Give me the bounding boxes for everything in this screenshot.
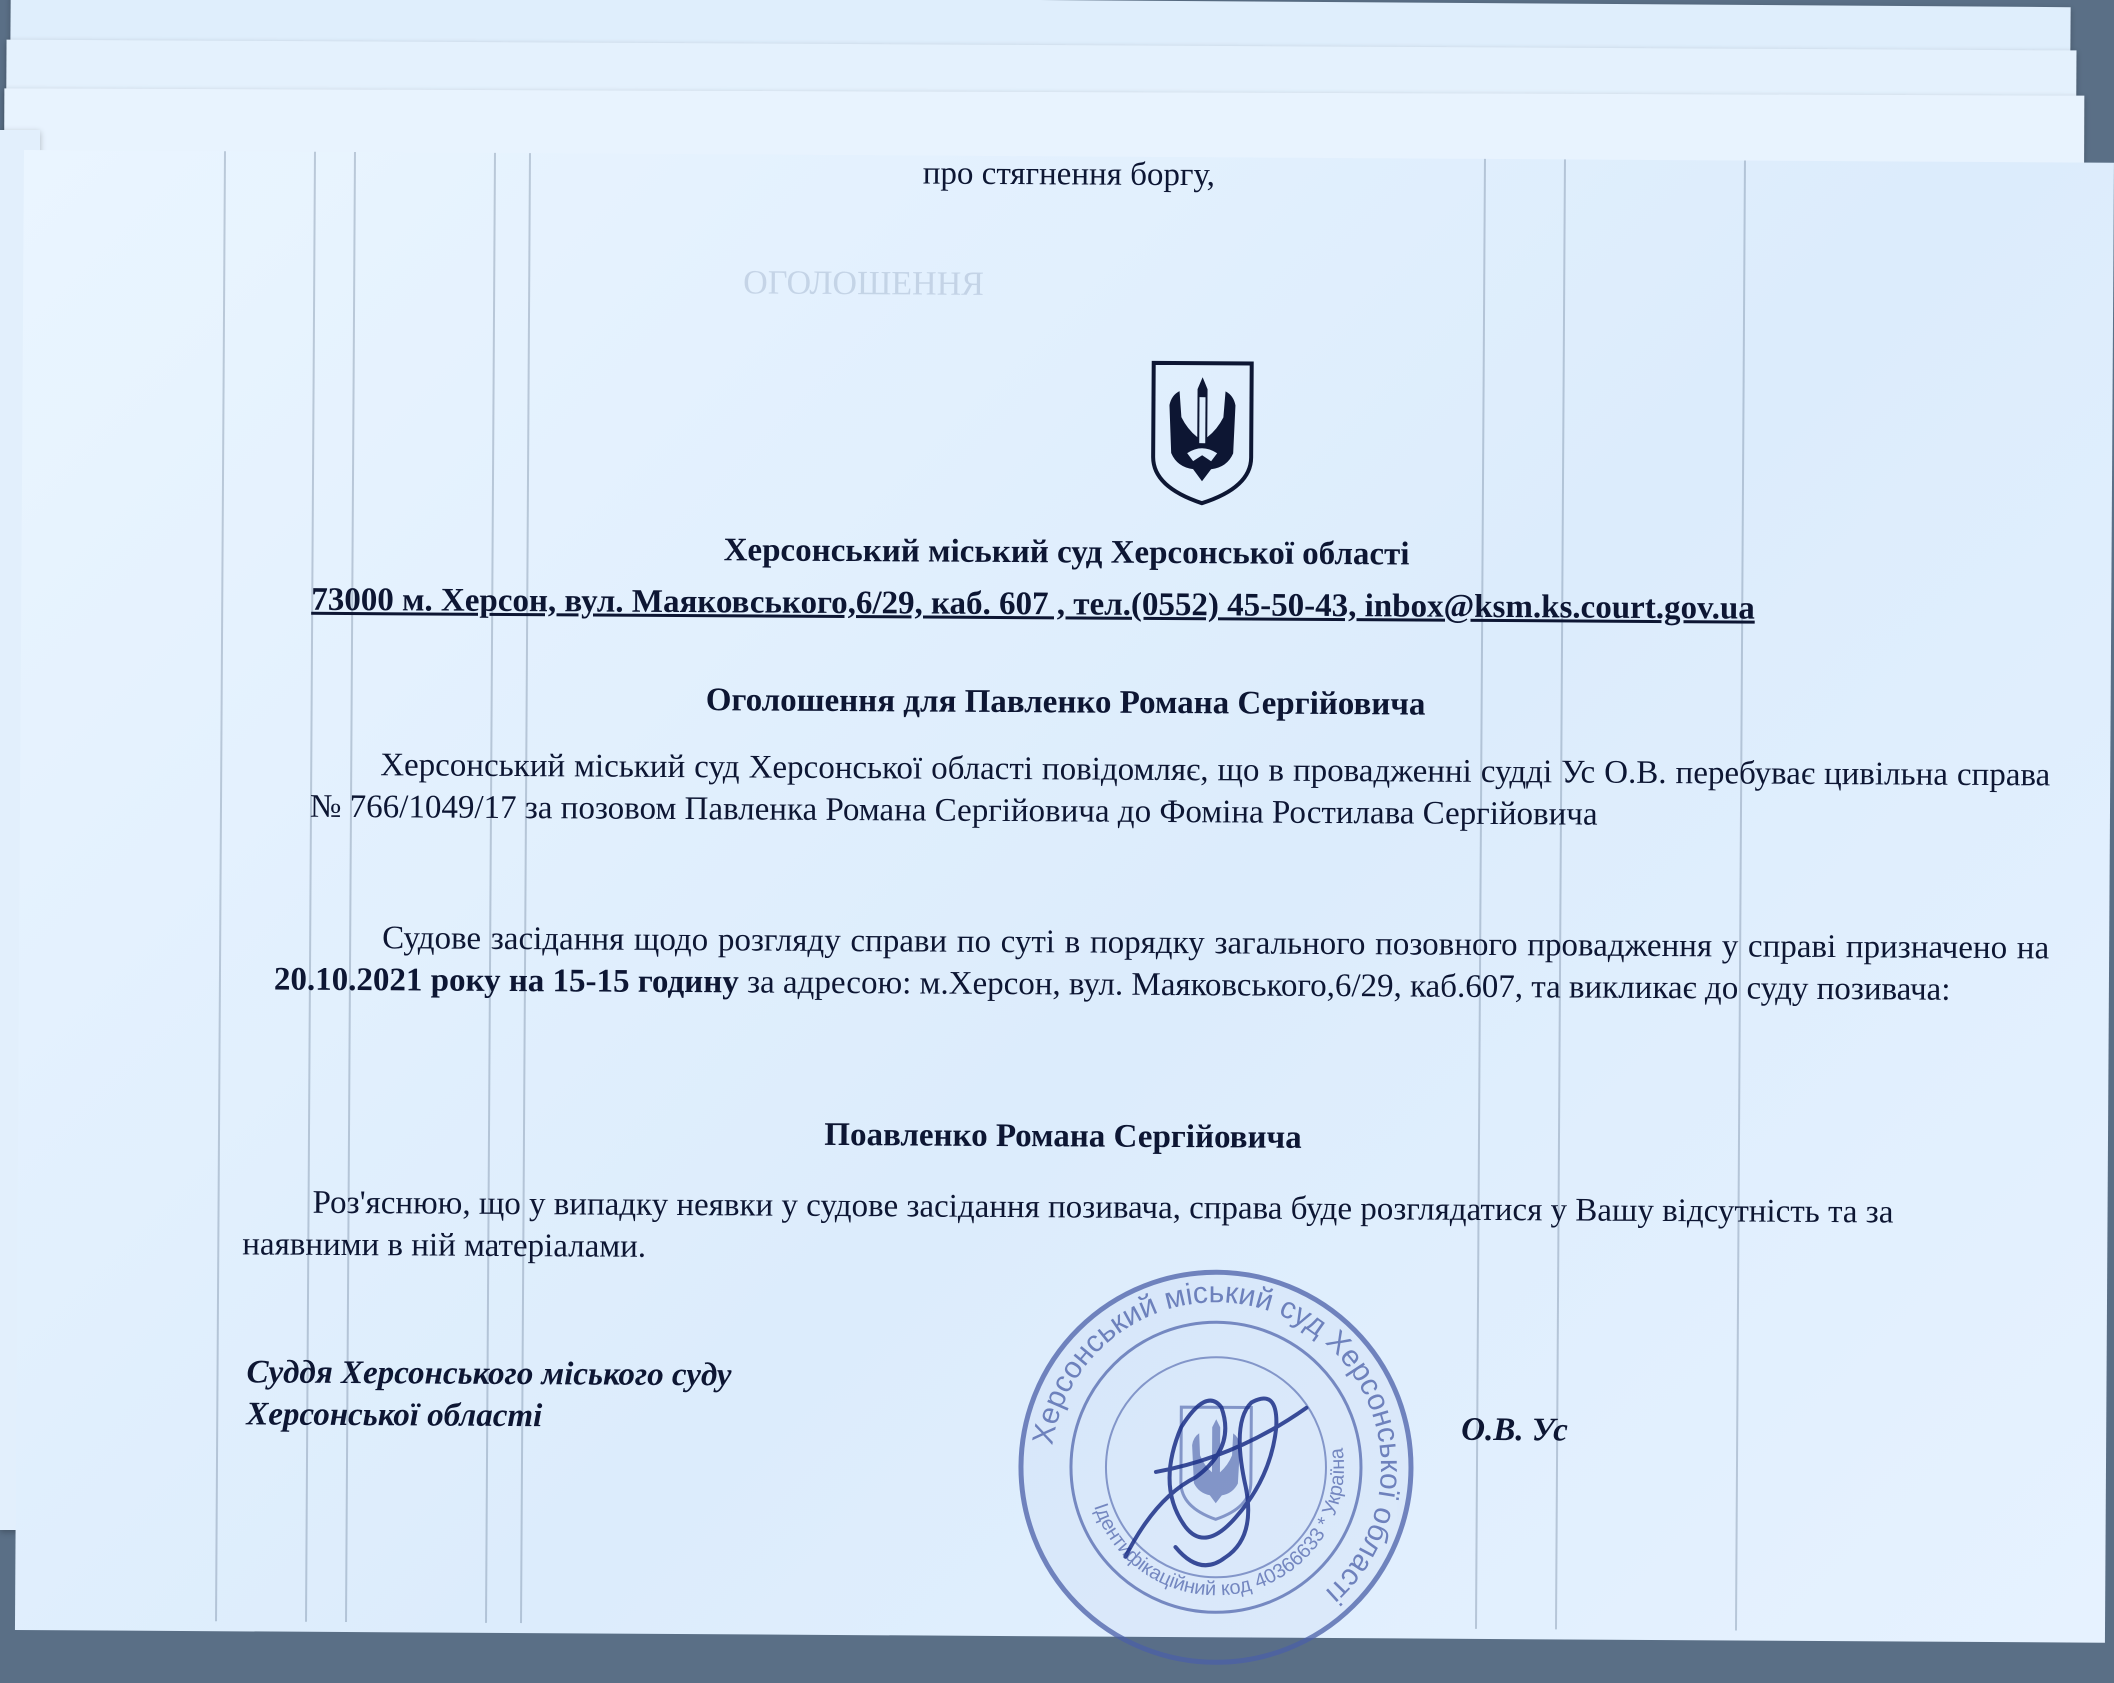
signature-title-line-1: Суддя Херсонського міського суду (246, 1354, 732, 1394)
court-address: 73000 м. Херсон, вул. Маяковського,6/29, каб. 607 , тел.(0552) 45-50-43, inbox@ksm.ks.court.gov.ua (311, 581, 1755, 627)
bleed-through-text: ОГОЛОШЕННЯ (743, 264, 985, 303)
hearing-text-before: Судове засідання щодо розгляду справи по суті в порядку загального позовного провадження у справі призначено на (382, 920, 2050, 967)
stamp-inner-text: Ідентифікаційний код 40366633 * Україна (1089, 1446, 1350, 1601)
notice-paragraph-3: Роз'яснюю, що у випадку неявки у судове засідання позивача, справа буде розглядатися у Вашу відсутність та за наявними в ній матеріалами. (242, 1184, 1894, 1265)
document-page (15, 150, 2114, 1643)
signature-title (246, 1351, 731, 1438)
court-name: Херсонський міський суд Херсонської області (723, 532, 1410, 573)
document-content (15, 150, 2114, 1643)
notice-heading: Оголошення для Павленко Романа Сергійовича (705, 682, 1426, 723)
judge-name: О.В. Ус (1461, 1411, 1568, 1449)
notice-paragraph-1-end: про стягнення боргу, (922, 155, 1216, 194)
notice-paragraph-2 (274, 917, 2049, 1012)
signature-title-line-2: Херсонської області (246, 1396, 543, 1435)
hearing-date: 20.10.2021 року на 15-15 годину (273, 961, 739, 1001)
notice-paragraph-1: Херсонський міський суд Херсонської області повідомляє, що в провадженні судді Ус О.В. перебуває цивільна справа № 766/1049/17 за позовом Павленка Романа Сергійовича до Фоміна Ростилава Сергійовича (309, 747, 2051, 833)
hearing-text-after: за адресою: м.Херсон, вул. Маяковського,6/29, каб.607, та викликає до суду позивача: (738, 964, 1951, 1008)
stamp-outer-text: Херсонський міський суд Херсонської області (1026, 1276, 1408, 1611)
court-seal-stamp (1005, 1256, 1428, 1679)
trident-emblem-icon (1147, 357, 1258, 508)
summoned-name: Поавленко Романа Сергійовича (824, 1116, 1302, 1156)
